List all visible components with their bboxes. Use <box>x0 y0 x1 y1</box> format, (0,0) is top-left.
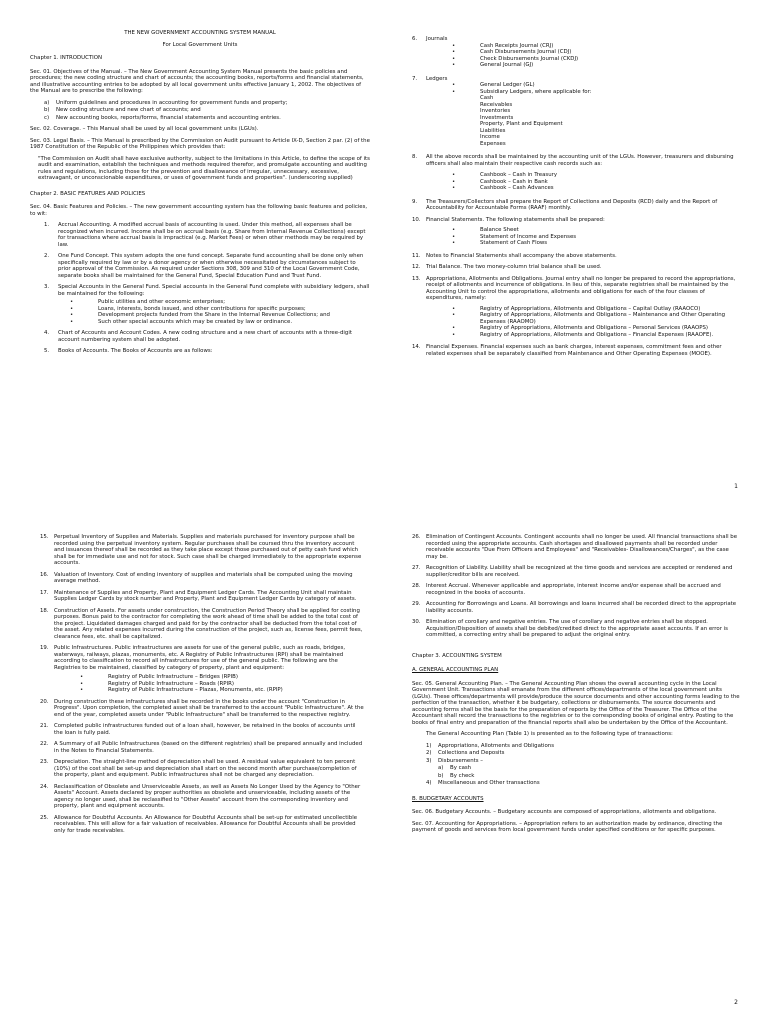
list-item: • Subsidiary Ledgers, where applicable for: <box>452 88 592 95</box>
feature-item: 16. Valuation of Inventory. Cost of ending inventory of supplies and materials shall be computed using the moving average method. <box>40 571 353 584</box>
feature-item: 3. Special Accounts in the General Fund. Special accounts in the General Fund complete with subsidiary ledgers, shall be maintained for the following: <box>44 284 370 297</box>
chapter-3-heading: Chapter 3. ACCOUNTING SYSTEM <box>412 652 502 659</box>
list-item: • Loans, interests, bonds issued, and other contributions for specific purposes; <box>70 305 306 312</box>
feature-item: 23. Depreciation. The straight-line method of depreciation shall be used. A residual value equivalent to ten percent (10%) of the cost shall be set-up and depreciation shall start on the second month after purchase/completion of the property, plant and equipment. Public infrastructures shall not be charged any depreciation. <box>40 759 357 778</box>
list-item: Income <box>480 134 500 140</box>
page-2 <box>0 512 768 1024</box>
registries-list <box>412 306 742 339</box>
feature-item-ledgers: 7. Ledgers <box>412 75 448 82</box>
list-item: • Registry of Public Infrastructure – Bridges (RPIB) <box>80 674 238 680</box>
list-item: • Cashbook – Cash Advances <box>452 185 554 191</box>
constitution-quote: "The Commission on Audit shall have exclusive authority, subject to the limitations in this Article, to define the scope of its audit and examination, establish the techniques and methods required therefor, and promulgate accounting and auditing rules and regulations, including those for the prevention and disallowance of irregular, unnecessary, excessive, extravagant, or unconscionable expenditures, or uses of government funds and properties". (underscoring supplied) <box>38 155 370 181</box>
list-item: • Check Disbursements Journal (CKDJ) <box>452 55 579 62</box>
list-item: • Development projects funded from the Share in the Internal Revenue Collections; and <box>70 312 330 318</box>
sec-02-paragraph: Sec. 02. Coverage. – This Manual shall be used by all local government units (LGUs). <box>30 126 259 132</box>
sec-01-paragraph: Sec. 01. Objectives of the Manual. – The New Government Accounting System Manual presents the basic policies and procedures; the new coding structure and chart of accounts; the accounting books, reports/forms and financial statements, and illustrative accounting entries to be adopted by all local government units effective January 1, 2002. The objectives of the Manual are to prescribe the following: <box>30 68 364 94</box>
page-1-left-column <box>30 30 370 360</box>
list-item: • Public utilities and other economic enterprises; <box>70 299 226 305</box>
list-item: • Cashbook – Cash in Treasury <box>452 172 558 178</box>
special-accounts-list <box>30 299 370 325</box>
list-item: Expenses <box>480 140 506 147</box>
feature-item: 4. Chart of Accounts and Account Codes. A new coding structure and a new chart of accounts with a three-digit account numbering system shall be adopted. <box>44 330 352 343</box>
page-number: 1 <box>734 483 738 490</box>
feature-item: 1. Accrual Accounting. A modified accrual basis of accounting is used. Under this method, all expenses shall be recognized when incurred. Income shall be on accrual basis (e.g. Share from Internal Revenue Collections) except for transactions where accrual basis is impractical (e.g. Market Fees) or when other methods may be required by law. <box>44 222 366 248</box>
list-item: • Such other special accounts which may be created by law or ordinance. <box>70 318 293 325</box>
list-item: a) By cash <box>438 765 472 771</box>
list-item: Inventories <box>480 108 511 114</box>
infrastructure-registries-list <box>40 674 366 694</box>
plan-intro: The General Accounting Plan (Table 1) is presented as to the following type of transactions: <box>426 731 673 737</box>
chapter-1-heading: Chapter 1. INTRODUCTION <box>30 55 103 61</box>
section-b-heading: B. BUDGETARY ACCOUNTS <box>412 795 484 802</box>
list-item: • Registry of Public Infrastructure – Roads (RPIR) <box>80 680 234 687</box>
list-item: • Cash Receipts Journal (CRJ) <box>452 42 554 49</box>
sec-01-list <box>30 100 370 122</box>
feature-item: 10. Financial Statements. The following statements shall be prepared: <box>412 216 605 223</box>
page-1-right-column <box>412 36 742 357</box>
list-item: Cash <box>480 95 494 101</box>
list-item: • Cashbook – Cash in Bank <box>452 178 548 185</box>
list-item: Investments <box>480 114 514 121</box>
sec-04-paragraph: Sec. 04. Basic Features and Policies. – The new government accounting system has the following basic features and policies, to wit: <box>30 204 368 217</box>
financial-statements-list <box>412 227 742 247</box>
feature-item: 24. Reclassification of Obsolete and Unserviceable Assets, as well as Assets No Longer Used by the Agency to "Other Assets" Account. Assets declared by proper authorities as obsolete and unserviceable, including assets of the agency no longer used, shall be reclassified to "Other Assets" account from the corresponding inventory and property, plant and equipment accounts. <box>40 783 361 809</box>
list-item: 3) Disbursements – <box>426 757 483 764</box>
sec-01-item: c) New accounting books, reports/forms, financial statements and accounting entries. <box>44 114 281 121</box>
sec-05-paragraph: Sec. 05. General Accounting Plan. – The General Accounting Plan shows the overall accounting cycle in the Local Government Unit. Transactions shall emanate from the different offices/departments of the local government units (LGUs). These offices/departments will provide/produce the source documents and other accounting forms leading to the perfection of the transaction, whether it be budgetary, collections or disbursements. The source documents and accounting forms shall be the basis for the preparation of reports by the Office of the Treasurer. The Office of the Accountant shall record the transactions to the registries or to the corresponding books of original entry. Posting to the books of final entry and preparation of the financial reports shall also be undertaken by the Office of the Accountant. <box>412 680 740 726</box>
feature-item: 9. The Treasurers/Collectors shall prepare the Report of Collections and Deposits (RCD) daily and the Report of Accountability for Accountable Forms (RAAF) monthly. <box>412 198 718 211</box>
feature-item: 22. A Summary of all Public Infrastructures (based on the different registries) shall be prepared annually and included in the Notes to Financial Statements. <box>40 741 363 754</box>
journals-list <box>412 43 742 69</box>
sec-07-paragraph: Sec. 07. Accounting for Appropriations. – Appropriation refers to an authorization made by ordinance, directing the payment of goods and services from local government funds under specified conditions or for specific purposes. <box>412 820 723 833</box>
list-item: Receivables <box>480 101 513 108</box>
cashbook-list <box>412 172 742 192</box>
list-item: 1) Appropriations, Allotments and Obligations <box>426 742 555 749</box>
list-item: b) By check <box>438 772 475 779</box>
list-item: • Statement of Cash Flows <box>452 240 548 246</box>
list-item: • Registry of Appropriations, Allotments and Obligations – Personal Services (RAAOPS) <box>452 325 708 331</box>
feature-item: 30. Elimination of corollary and negative entries. The use of corollary and negative entries shall be stopped. Acquisition/Disposition of assets shall be debited/credited direct to the appropriate asset accounts. If an error is committed, a correcting entry shall be prepared to adjust the original entry. <box>412 619 728 638</box>
sec-01-item: a) Uniform guidelines and procedures in accounting for government funds and property; <box>44 99 288 106</box>
list-item: • General Journal (GJ) <box>452 62 534 68</box>
feature-item: 5. Books of Accounts. The Books of Accounts are as follows: <box>44 348 213 354</box>
feature-item: 19. Public Infrastructures. Public infrastructures are assets for use of the general public, such as roads, bridges, waterways, railways, plazas, monuments, etc. A Registry of Public Infrastructures (RPI) shall be maintained according to classification to record all infrastructures for use of the general public. The following are the Registries to be maintained, classified by category of property, plant and equipment: <box>40 645 346 671</box>
page-2-left-column <box>40 534 366 834</box>
chapter-2-heading: Chapter 2. BASIC FEATURES AND POLICIES <box>30 190 146 197</box>
list-item: • General Ledger (GL) <box>452 82 535 88</box>
list-item: • Registry of Appropriations, Allotments and Obligations – Capital Outlay (RAAOCO) <box>452 305 701 312</box>
feature-item: 20. During construction these infrastructures shall be recorded in the books under the account "Construction in Progress". Upon completion, the completed asset shall be transferred to the account "Public Infrastructure". At the end of the year, completed assets under "Public Infrastructure" shall be transferred to the respective registry. <box>40 698 364 718</box>
list-item: • Registry of Public Infrastructure – Plazas, Monuments, etc. (RPIP) <box>80 687 283 693</box>
list-item: 4) Miscellaneous and Other transactions <box>426 780 540 786</box>
feature-item: 14. Financial Expenses. Financial expenses such as bank charges, interest expenses, commitment fees and other related expenses shall be separately classified from Maintenance and Other Operating Expenses (MOOE). <box>412 344 722 357</box>
feature-item: 28. Interest Accrual. Whenever applicable and appropriate, interest income and/or expense shall be accrued and recognized in the books of accounts. <box>412 583 721 596</box>
list-item: • Registry of Appropriations, Allotments and Obligations – Maintenance and Other Operating Expenses (RAAOMO) <box>452 312 726 325</box>
list-item: • Registry of Appropriations, Allotments and Obligations – Financial Expenses (RAAOFE). <box>452 331 714 338</box>
list-item: • Balance Sheet <box>452 227 519 233</box>
feature-item: 12. Trial Balance. The two money-column trial balance shall be used. <box>412 264 602 270</box>
ledgers-list <box>412 82 742 147</box>
sec-03-paragraph: Sec. 03. Legal Basis. – This Manual is prescribed by the Commission on Audit pursuant to Article IX-D, Section 2 par. (2) of the 1987 Constitution of the Republic of the Philippines which provides that: <box>30 137 370 150</box>
feature-item: 11. Notes to Financial Statements shall accompany the above statements. <box>412 252 617 259</box>
feature-item: 15. Perpetual Inventory of Supplies and Materials. Supplies and materials purchased for inventory purpose shall be recorded using the perpetual inventory system. Regular purchases shall be coursed thru the inventory account and issuances thereof shall be recorded as they take place except those purchased out of petty cash fund which shall be for immediate use and not for stock. Such case shall be charged immediately to the appropriate expense accounts. <box>40 534 362 566</box>
manual-title: THE NEW GOVERNMENT ACCOUNTING SYSTEM MANUAL <box>124 30 276 36</box>
list-item: Liabilities <box>480 127 506 134</box>
feature-item: 29. Accounting for Borrowings and Loans. All borrowings and loans incurred shall be recorded direct to the appropriate liability accounts. <box>412 601 737 614</box>
list-item: Property, Plant and Equipment <box>480 121 563 127</box>
sec-06-paragraph: Sec. 06. Budgetary Accounts. – Budgetary accounts are composed of appropriations, allotments and obligations. <box>412 809 717 815</box>
feature-item: 18. Construction of Assets. For assets under construction, the Construction Period Theory shall be applied for costing purposes. Bonus paid to the contractor for completing the work ahead of time shall be added to the total cost of the project. Liquidated damages charged and paid for by the contractor shall be deducted from the total cost of the asset. Any related expenses incurred during the construction of the project, such as, license fees, permit fees, clearance fees, etc. shall be capitalized. <box>40 607 363 640</box>
feature-item: 27. Recognition of Liability. Liability shall be recognized at the time goods and services are accepted or rendered and supplier/creditor bills are received. <box>412 565 733 578</box>
manual-subtitle: For Local Government Units <box>162 41 238 48</box>
plan-list <box>412 743 742 787</box>
list-item: • Cash Disbursements Journal (CDJ) <box>452 49 572 55</box>
feature-item: 2. One Fund Concept. This system adopts the one fund concept. Separate fund accounting shall be done only when specifically required by law or by a donor agency or when otherwise necessitated by circumstances subject to prior approval of the Commission. As required under Sections 308, 309 and 310 of the Local Government Code, separate books shall be maintained for the General Fund, Special Education Fund and Trust Fund. <box>44 253 364 279</box>
page-2-right-column <box>412 534 742 839</box>
feature-item: 17. Maintenance of Supplies and Property, Plant and Equipment Ledger Cards. The Accounting Unit shall maintain Supplies Ledger Cards by stock number and Property, Plant and Equipment Ledger Cards by category of assets. <box>40 589 357 602</box>
section-a-heading: A. GENERAL ACCOUNTING PLAN <box>412 667 499 673</box>
feature-item: 26. Elimination of Contingent Accounts. Contingent accounts shall no longer be used. All financial transactions shall be recorded using the appropriate accounts. Cash shortages and disallowed payments shall be recorded under receivable accounts "Due From Officers and Employees" and "Receivables- Disallowances/Charges", as the case may be. <box>412 534 738 560</box>
feature-item-journals: 6. Journals <box>412 36 448 42</box>
feature-item: 21. Completed public infrastructures funded out of a loan shall, however, be retained in the books of accounts until the loan is fully paid. <box>40 723 356 736</box>
list-item: • Statement of Income and Expenses <box>452 233 577 240</box>
feature-item: 25. Allowance for Doubtful Accounts. An Allowance for Doubtful Accounts shall be set-up for estimated uncollectible receivables. This will allow for a fair valuation of receivables. Allowance for Doubtful Accounts shall be provided only for trade receivables. <box>40 814 358 834</box>
feature-item: 8. All the above records shall be maintained by the accounting unit of the LGUs. However, treasurers and disbursing officers shall also maintain their respective cash records such as: <box>412 154 734 167</box>
feature-item: 13. Appropriations, Allotments and Obligations. Journal entry shall no longer be prepared to record the appropriations, receipt of allotments and incurrence of obligations. In lieu of this, separate registries shall be maintained by the Accounting Unit to control the appropriations, allotments and obligations for each of the four classes of expenditures, namely: <box>412 275 736 301</box>
page-number: 2 <box>734 999 738 1006</box>
sec-01-item: b) New coding structure and new chart of accounts; and <box>44 107 201 113</box>
list-item: 2) Collections and Deposits <box>426 750 505 756</box>
